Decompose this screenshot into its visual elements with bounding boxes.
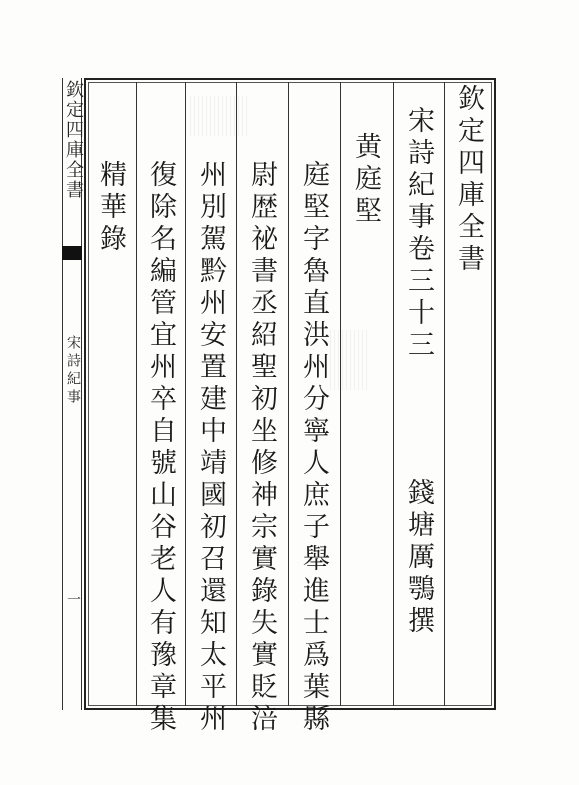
fishtail-mark-icon bbox=[62, 246, 82, 260]
entry-line-3: 州別駕黔州安置建中靖國初召還知太平州 bbox=[195, 160, 226, 736]
column-rule bbox=[288, 82, 289, 706]
entry-line-1: 庭堅字魯直洪州分寧人庶子舉進士爲葉縣 bbox=[298, 160, 329, 736]
column-rule bbox=[444, 82, 445, 706]
column-rule bbox=[185, 82, 186, 706]
book-volume-title: 宋詩紀事卷三十三 bbox=[403, 106, 434, 362]
column-rule bbox=[136, 82, 137, 706]
column-rule bbox=[393, 82, 394, 706]
column-rule bbox=[340, 82, 341, 706]
entry-line-4: 復除名編管宜州卒自號山谷老人有豫章集 bbox=[145, 160, 176, 736]
scan-noise bbox=[330, 330, 370, 390]
collection-title: 欽定四庫全書 bbox=[453, 84, 484, 276]
fore-edge-page-number: 一 bbox=[65, 592, 81, 606]
fore-edge-collection-title: 欽定四庫全書 bbox=[63, 80, 84, 200]
subject-name: 黄庭堅 bbox=[350, 132, 381, 228]
scan-noise bbox=[190, 96, 250, 136]
source-title: 精華錄 bbox=[95, 160, 126, 256]
author-credit: 錢塘厲鶚撰 bbox=[403, 478, 434, 638]
column-rule bbox=[236, 82, 237, 706]
entry-line-2: 尉歴祕書丞紹聖初坐修神宗實錄失實貶涪 bbox=[246, 160, 277, 736]
fore-edge-book-title: 宋詩紀事 bbox=[65, 335, 81, 407]
